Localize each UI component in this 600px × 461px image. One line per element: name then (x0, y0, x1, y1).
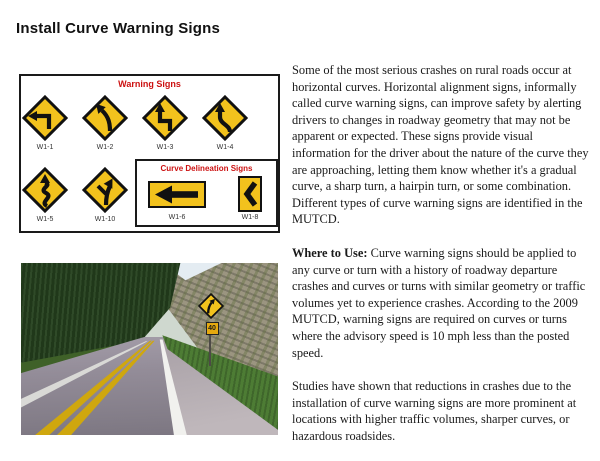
warning-signs-panel (19, 74, 280, 233)
sign-label: W1-2 (96, 144, 114, 151)
curve-left-sign-icon (82, 95, 128, 141)
sign-label: W1-3 (156, 144, 174, 151)
large-arrow-sign-wrap (148, 175, 206, 213)
sign-label: W1-8 (241, 214, 259, 221)
sign-figure-w1-4 (202, 95, 248, 151)
curve-delineation-panel-title: Curve Delineation Signs (160, 164, 253, 173)
page-title: Install Curve Warning Signs (16, 20, 221, 37)
curve-with-intersection-sign-icon (82, 167, 128, 213)
sign-label: W1-1 (36, 144, 54, 151)
sign-figure-w1-2 (82, 95, 128, 151)
winding-road-sign-icon (22, 167, 68, 213)
chevron-sign-wrap (238, 175, 262, 213)
sign-label: W1-4 (216, 144, 234, 151)
sign-figure-w1-8 (215, 175, 285, 221)
road-photo (21, 263, 278, 435)
paragraph-lead: Where to Use: (292, 245, 368, 260)
sign-figure-w1-6 (142, 175, 212, 221)
advisory-speed-placard: 40 (206, 322, 219, 335)
sign-figure-w1-1 (22, 95, 68, 151)
reverse-curve-sign-icon (202, 95, 248, 141)
article (292, 62, 592, 461)
sign-label: W1-6 (168, 214, 186, 221)
sign-figure-w1-10 (82, 167, 128, 223)
sign-figure-w1-5 (22, 167, 68, 223)
sign-label: W1-10 (94, 216, 116, 223)
curve-delineation-panel (135, 159, 278, 227)
warning-signs-panel-title: Warning Signs (118, 79, 181, 89)
paragraph-studies (292, 378, 592, 444)
reverse-turn-sign-icon (142, 95, 188, 141)
chevron-sign-icon (238, 176, 262, 212)
sign-label: W1-5 (36, 216, 54, 223)
paragraph-text: Studies have shown that reductions in crashes due to the installation of curve warning signs are more prominent at locations with higher traffic volumes, sharper curves, or hazardous roadsides. (292, 379, 577, 443)
paragraph-where-to-use (292, 245, 592, 361)
turn-left-sign-icon (22, 95, 68, 141)
large-arrow-sign-icon (148, 181, 206, 208)
paragraph-intro (292, 62, 592, 228)
curve-right-sign-icon (198, 293, 224, 319)
sign-figure-w1-3 (142, 95, 188, 151)
paragraph-text: Some of the most serious crashes on rural roads occur at horizontal curves. Horizontal alignment signs, informally called curve warning signs, can improve safety by alerting drivers to changes in roadway geometry that may not be apparent or expected. These signs provide visual information for the driver about the nature of the curve they are approaching, letting them know whether it's a gradual curve, a sharp turn, a hairpin turn, or some combination. Different types of curve warning signs are identified in the MUTCD. (292, 63, 589, 227)
paragraph-text: Curve warning signs should be applied to any curve or turn with a history of roadway departure crashes and curves or turns with similar geometry or traffic volumes yet to experience crashes. According to the 2009 MUTCD, warning signs are required on curves or turns where the advisory speed is 10 mph less than the posted speed. (292, 245, 586, 360)
